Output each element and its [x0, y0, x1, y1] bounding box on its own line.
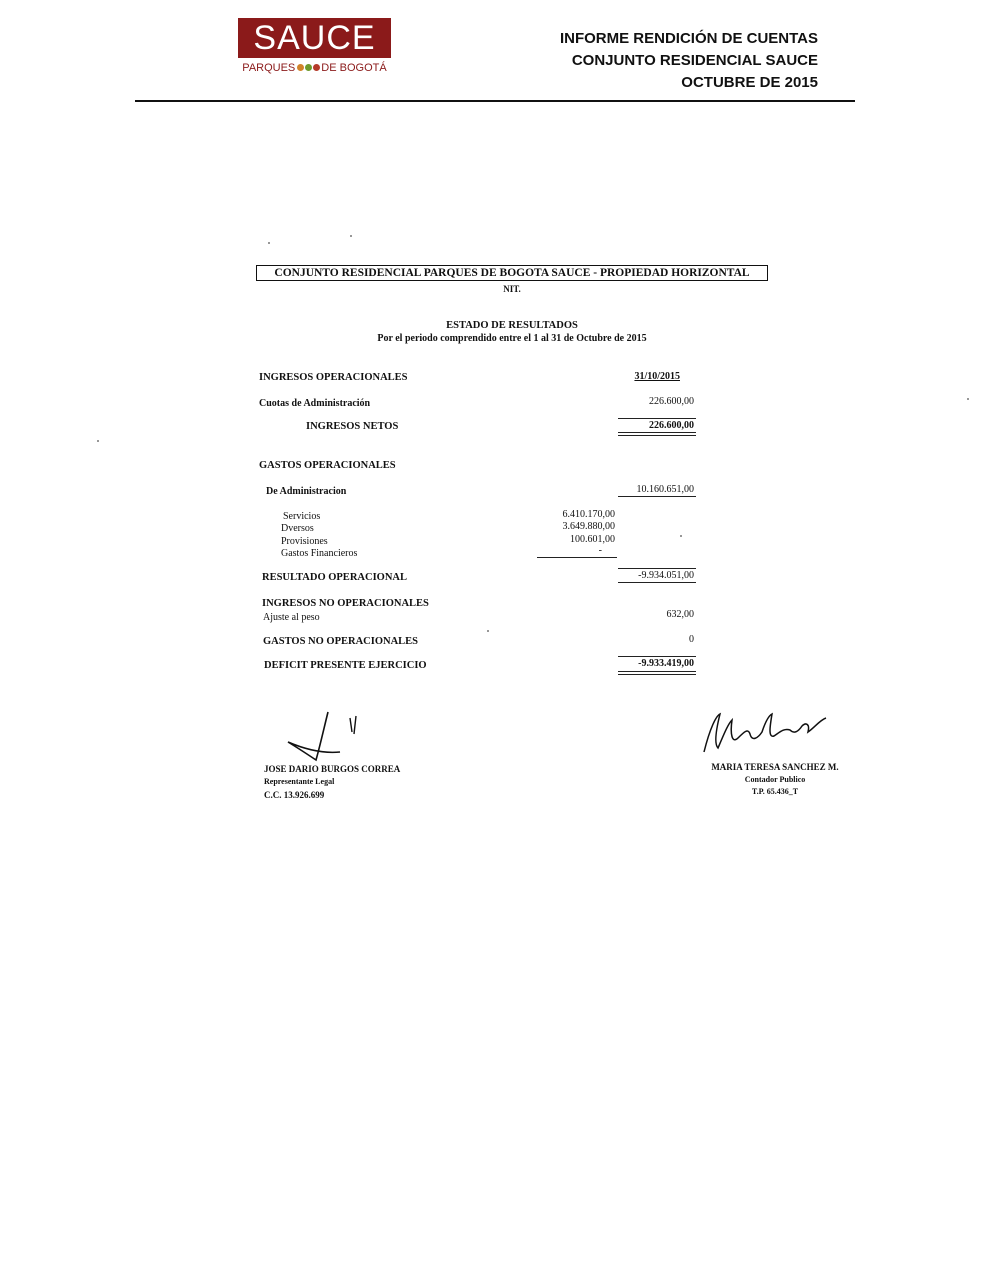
scan-speck: [97, 440, 99, 442]
ajuste-value: 632,00: [666, 609, 694, 620]
deficit-label: DEFICIT PRESENTE EJERCICIO: [264, 660, 427, 671]
scan-speck: [350, 235, 352, 237]
cuotas-value: 226.600,00: [649, 396, 694, 407]
resultado-bottom-rule: [618, 582, 696, 583]
header-divider: [135, 100, 855, 102]
deficit-rule2: [618, 674, 696, 675]
item-value: 3.649.880,00: [562, 521, 615, 532]
logo-main-text: SAUCE: [238, 18, 391, 58]
item-label: Provisiones: [281, 536, 328, 547]
item-label: Gastos Financieros: [281, 548, 358, 559]
item-label: Servicios: [283, 511, 321, 522]
statement-title: ESTADO DE RESULTADOS: [446, 320, 578, 331]
ingresos-netos-label: INGRESOS NETOS: [306, 421, 399, 432]
item-value: -: [598, 545, 602, 556]
scan-speck: [680, 535, 682, 537]
statement-period: Por el periodo comprendido entre el 1 al 31 de Octubre de 2015: [377, 333, 647, 344]
gastos-operacionales-heading: GASTOS OPERACIONALES: [259, 460, 396, 471]
accountant-signature: [698, 708, 833, 758]
left-signer-id: C.C. 13.926.699: [264, 790, 325, 800]
items-subtotal-rule: [537, 557, 617, 558]
cuotas-label: Cuotas de Administración: [259, 398, 371, 409]
logo-subtitle: [238, 58, 391, 78]
ajuste-label: Ajuste al peso: [263, 612, 320, 623]
date-column-header: 31/10/2015: [634, 371, 680, 382]
left-signer-name: JOSE DARIO BURGOS CORREA: [264, 764, 401, 774]
deficit-rule1: [618, 671, 696, 672]
left-signer-role: Representante Legal: [264, 777, 335, 786]
logo-trees-icon: [296, 58, 320, 78]
gastos-no-operacionales-value: 0: [689, 634, 694, 645]
logo-sub-left: PARQUES: [242, 62, 296, 74]
resultado-top-rule: [618, 568, 696, 569]
report-title-line2: CONJUNTO RESIDENCIAL SAUCE: [571, 52, 818, 69]
item-value: 100.601,00: [570, 534, 615, 545]
ingresos-netos-top-rule: [618, 418, 696, 419]
right-signer-id: T.P. 65.436_T: [751, 787, 799, 796]
item-label: Dversos: [281, 523, 314, 534]
de-administracion-value: 10.160.651,00: [636, 484, 694, 495]
scan-speck: [268, 242, 270, 244]
de-administracion-label: De Administracion: [266, 486, 347, 497]
scan-speck: [487, 630, 489, 632]
report-header-titles: [560, 28, 818, 94]
gastos-no-operacionales-label: GASTOS NO OPERACIONALES: [263, 636, 419, 647]
scan-speck: [967, 398, 969, 400]
ingresos-netos-value: 226.600,00: [649, 420, 694, 431]
resultado-operacional-label: RESULTADO OPERACIONAL: [262, 572, 407, 583]
ingresos-netos-rule1: [618, 432, 696, 433]
sauce-logo: [238, 18, 391, 78]
right-signer-name: MARIA TERESA SANCHEZ M.: [711, 762, 839, 772]
legal-representative-signature: [280, 708, 370, 770]
ingresos-no-operacionales-label: INGRESOS NO OPERACIONALES: [262, 598, 429, 609]
item-value: 6.410.170,00: [562, 509, 615, 520]
deficit-value: -9.933.419,00: [638, 658, 694, 669]
entity-box-title: CONJUNTO RESIDENCIAL PARQUES DE BOGOTA SAUCE - PROPIEDAD HORIZONTAL: [256, 265, 768, 281]
resultado-operacional-value: -9.934.051,00: [638, 570, 694, 581]
ingresos-operacionales-heading: INGRESOS OPERACIONALES: [259, 372, 408, 383]
nit-label: NIT.: [503, 284, 521, 294]
right-signer-role: Contador Publico: [744, 775, 806, 784]
report-title-line1: INFORME RENDICIÓN DE CUENTAS: [559, 30, 818, 47]
logo-sub-right: DE BOGOTÁ: [321, 62, 387, 74]
ingresos-netos-rule2: [618, 435, 696, 436]
report-title-line3: OCTUBRE DE 2015: [681, 74, 818, 91]
de-administracion-rule: [618, 496, 696, 497]
deficit-top-rule: [618, 656, 696, 657]
